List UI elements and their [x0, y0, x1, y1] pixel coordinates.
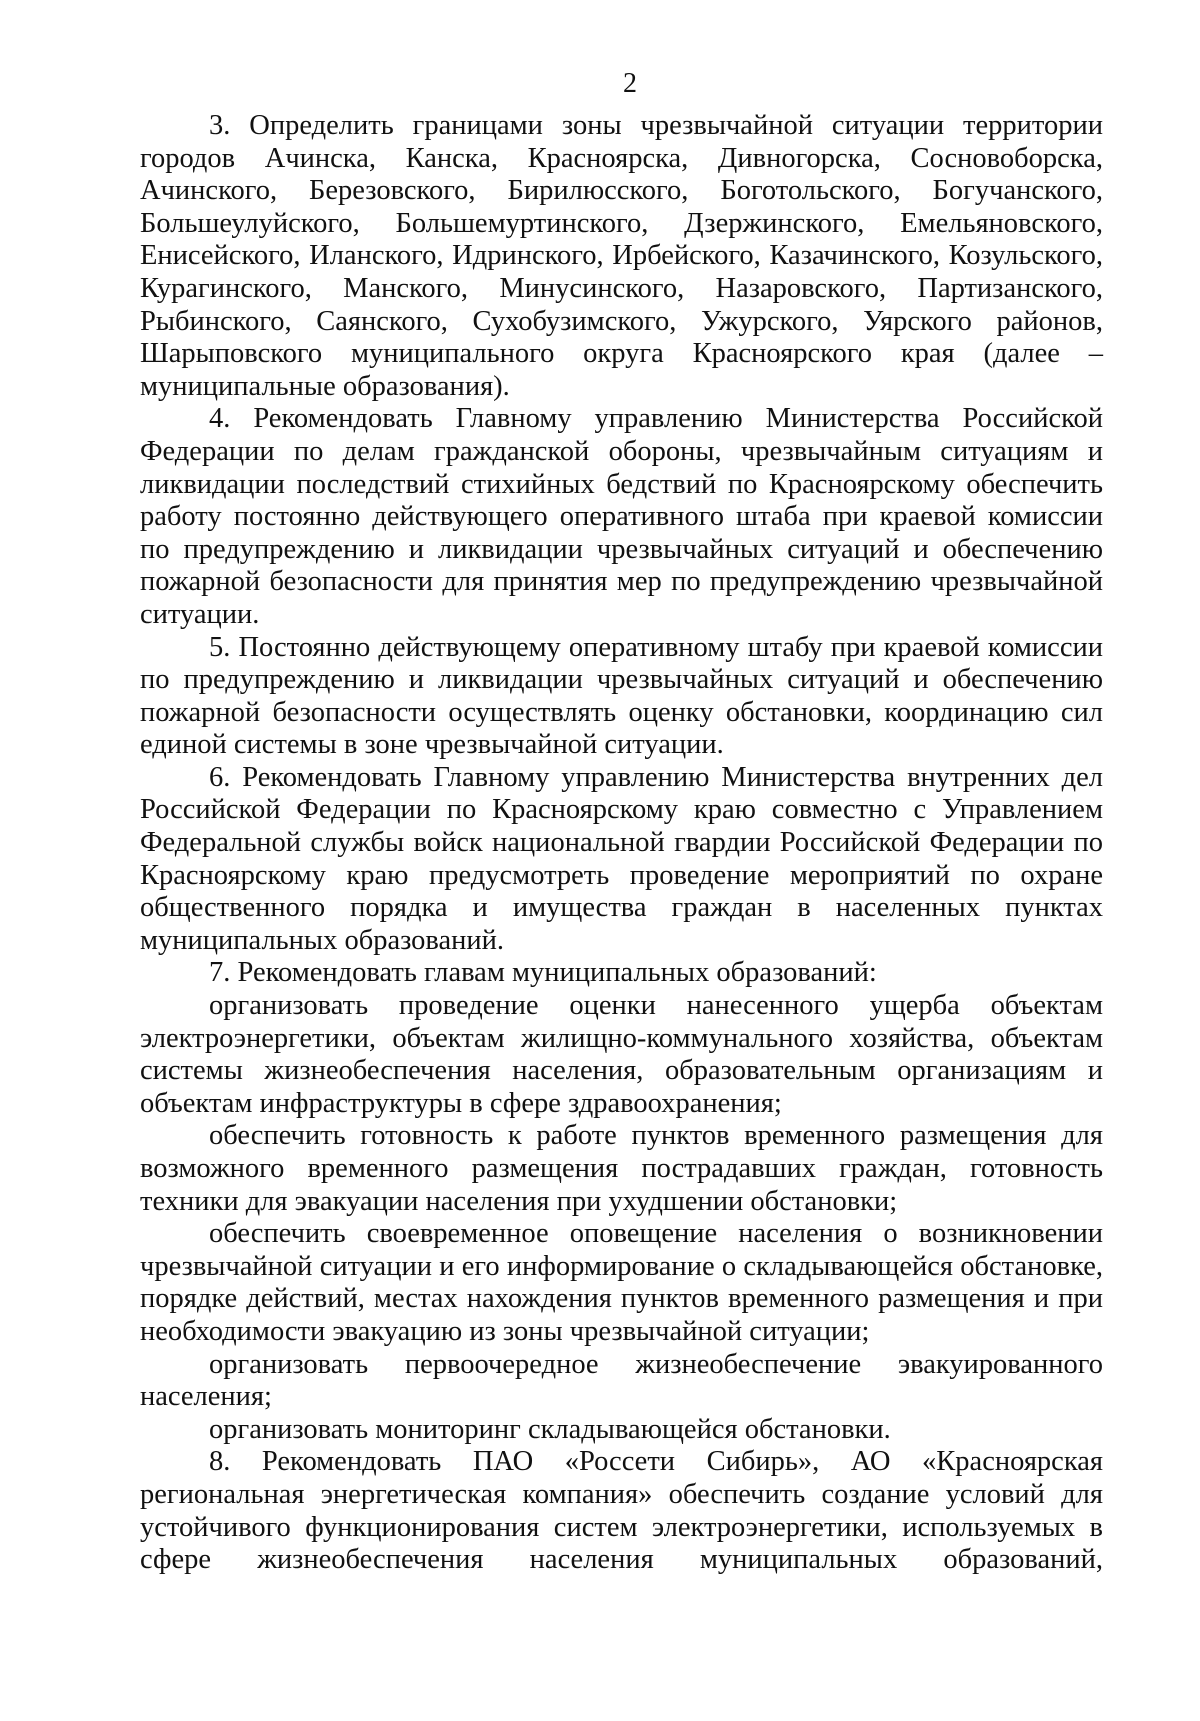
paragraph-7-municipal-heads: 7. Рекомендовать главам муниципальных образований:: [209, 957, 877, 989]
page-number: 2: [623, 68, 637, 99]
paragraph-8-power-grid-companies: 8. Рекомендовать ПАО «Россети Сибирь», АО «Красноярская региональная энергетическая компания» обеспечить создание условий для устойчивого функционирования систем электроэнергетики, используемых в сфере жизнеобеспечения населения муниципальных образований,: [140, 1446, 1103, 1576]
document-body: [140, 110, 1103, 1577]
paragraph-7-item-monitoring: организовать мониторинг складывающейся обстановки.: [209, 1413, 891, 1445]
paragraph-5-operational-staff-assessment: 5. Постоянно действующему оперативному штабу при краевой комиссии по предупреждению и ликвидации чрезвычайных ситуаций и обеспечению пожарной безопасности осуществлять оценку обстановки, координацию сил единой системы в зоне чрезвычайной ситуации.: [140, 631, 1103, 761]
paragraph-7-item-damage-assessment: организовать проведение оценки нанесенного ущерба объектам электроэнергетики, объектам жилищно-коммунального хозяйства, объектам системы жизнеобеспечения населения, образовательным организациям и объектам инфраструктуры в сфере здравоохранения;: [140, 990, 1103, 1119]
paragraph-3-emergency-zone-boundaries: 3. Определить границами зоны чрезвычайной ситуации территории городов Ачинска, Канска, Красноярска, Дивногорска, Сосновоборска, Ачинского, Березовского, Бирилюсского, Боготольского, Богучанского, Большеулуйского, Большемуртинского, Дзержинского, Емельяновского, Енисейского, Иланского, Идринского, Ирбейского, Казачинского, Козульского, Курагинского, Манского, Минусинского, Назаровского, Партизанского, Рыбинского, Саянского, Сухобузимского, Ужурского, Уярского районов, Шарыповского муниципального округа Красноярского края (далее – муниципальные образования).: [140, 110, 1103, 402]
paragraph-6-public-order-protection: 6. Рекомендовать Главному управлению Министерства внутренних дел Российской Федерации по Красноярскому краю совместно с Управлением Федеральной службы войск национальной гвардии Российской Федерации по Красноярскому краю предусмотреть проведение мероприятий по охране общественного порядка и имущества граждан в населенных пунктах муниципальных образований.: [140, 761, 1103, 956]
paragraph-4-mchs-operational-staff: 4. Рекомендовать Главному управлению Министерства Российской Федерации по делам гражданской обороны, чрезвычайным ситуациям и ликвидации последствий стихийных бедствий по Красноярскому обеспечить работу постоянно действующего оперативного штаба при краевой комиссии по предупреждению и ликвидации чрезвычайных ситуаций и обеспечению пожарной безопасности для принятия мер по предупреждению чрезвычайной ситуации.: [140, 403, 1103, 630]
paragraph-7-item-temporary-accommodation: обеспечить готовность к работе пунктов временного размещения для возможного временного размещения пострадавших граждан, готовность техники для эвакуации населения при ухудшении обстановки;: [140, 1120, 1103, 1217]
paragraph-7-item-population-alert: обеспечить своевременное оповещение населения о возникновении чрезвычайной ситуации и его информирование о складывающейся обстановке, порядке действий, местах нахождения пунктов временного размещения и при необходимости эвакуацию из зоны чрезвычайной ситуации;: [140, 1218, 1103, 1347]
paragraph-7-item-life-support: организовать первоочередное жизнеобеспечение эвакуированного населения;: [140, 1348, 1103, 1413]
